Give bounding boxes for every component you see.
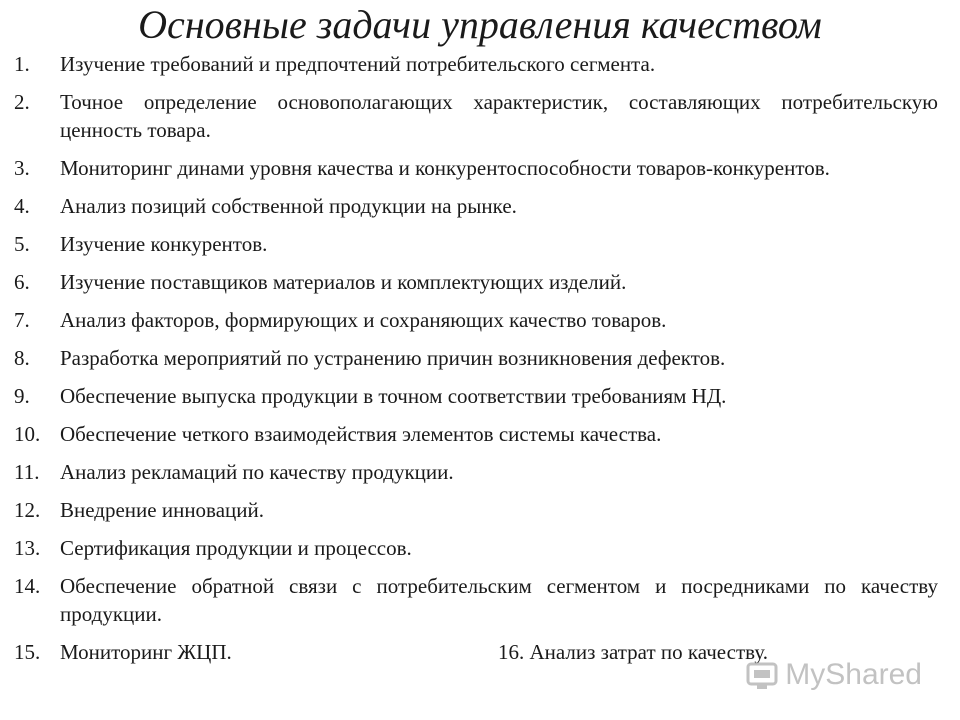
- list-item-text: Анализ рекламаций по качеству продукции.: [60, 460, 454, 484]
- watermark: [745, 658, 922, 692]
- list-item-number: 10.: [14, 422, 41, 446]
- list-item-number: 13.: [14, 536, 41, 560]
- list-item-text: Внедрение инноваций.: [60, 498, 264, 522]
- list-item-text: Анализ позиций собственной продукции на рынке.: [60, 194, 517, 218]
- list-item-text: Изучение поставщиков материалов и комплектующих изделий.: [60, 270, 627, 294]
- list-item-text: Изучение конкурентов.: [60, 232, 268, 256]
- list-item: [14, 534, 938, 562]
- list-item-number: 4.: [14, 194, 30, 218]
- list-item-text: Сертификация продукции и процессов.: [60, 536, 412, 560]
- myshared-logo-icon: [745, 658, 779, 692]
- list-item-number: 11.: [14, 460, 40, 484]
- list-item: [14, 306, 938, 334]
- list-item: [14, 50, 938, 78]
- list-item: [14, 420, 938, 448]
- list-item-number: 7.: [14, 308, 30, 332]
- list-item-number: 12.: [14, 498, 41, 522]
- task-list: [14, 50, 938, 676]
- list-item: [14, 496, 938, 524]
- list-item: [14, 382, 938, 410]
- list-item-number: 6.: [14, 270, 30, 294]
- list-item-number: 14.: [14, 574, 41, 598]
- list-item: [14, 154, 938, 182]
- list-item-extra: 16. Анализ затрат по качеству.: [498, 640, 768, 664]
- list-item: [14, 230, 938, 258]
- list-item-text: Мониторинг ЖЦП.: [60, 640, 232, 664]
- list-item-number: 2.: [14, 90, 30, 114]
- list-item-text: Обеспечение четкого взаимодействия элементов системы качества.: [60, 422, 662, 446]
- list-item-number: 5.: [14, 232, 30, 256]
- page-title: Основные задачи управления качеством: [138, 2, 822, 47]
- list-item: [14, 344, 938, 372]
- list-item: [14, 572, 938, 628]
- list-item-text: Точное определение основополагающих характеристик, составляющих потребительскую ценность товара.: [60, 90, 938, 142]
- watermark-label: MyShared: [785, 658, 922, 691]
- list-item-number: 3.: [14, 156, 30, 180]
- list-item-text: Обеспечение выпуска продукции в точном соответствии требованиям НД.: [60, 384, 727, 408]
- list-item: [14, 88, 938, 144]
- list-item-text: Мониторинг динами уровня качества и конкурентоспособности товаров-конкурентов.: [60, 156, 830, 180]
- list-item-number: 8.: [14, 346, 30, 370]
- list-item: [14, 458, 938, 486]
- list-item-number: 15.: [14, 640, 41, 664]
- list-item-number: 9.: [14, 384, 30, 408]
- list-item: [14, 268, 938, 296]
- list-item-text: Изучение требований и предпочтений потребительского сегмента.: [60, 52, 656, 76]
- list-item-text: Разработка мероприятий по устранению причин возникновения дефектов.: [60, 346, 726, 370]
- list-item-text: Обеспечение обратной связи с потребительским сегментом и посредниками по качеству продукции.: [60, 574, 938, 626]
- list-item-text: Анализ факторов, формирующих и сохраняющих качество товаров.: [60, 308, 667, 332]
- list-item: [14, 192, 938, 220]
- list-item-number: 1.: [14, 52, 30, 76]
